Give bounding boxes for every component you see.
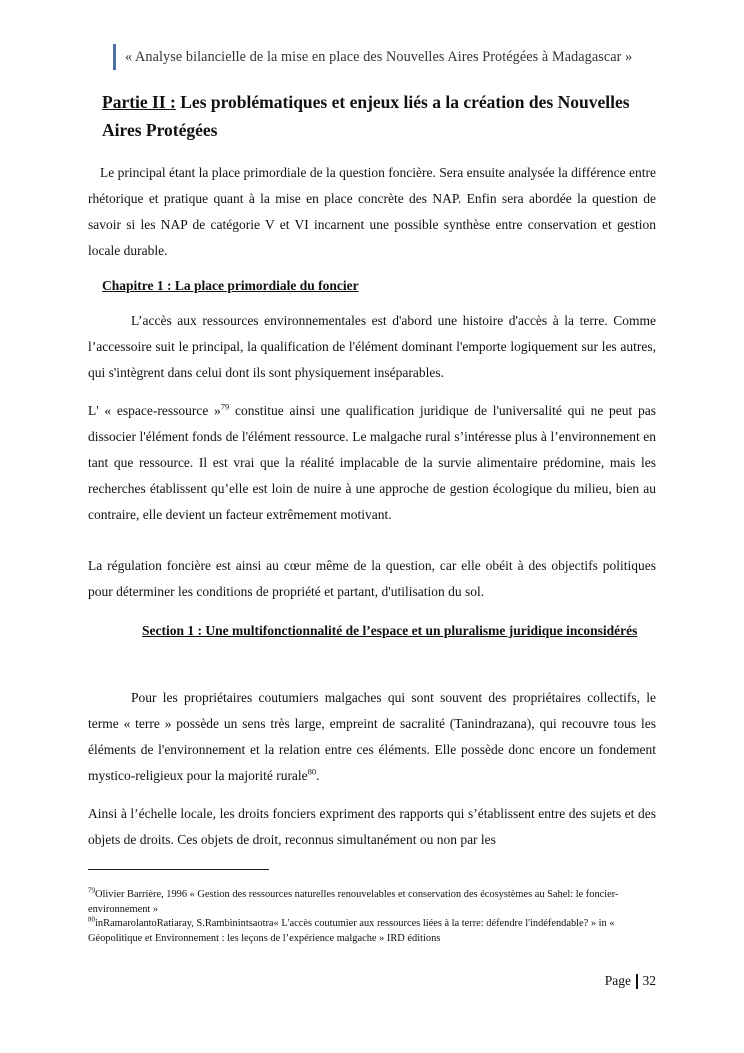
paragraph-5: Ainsi à l’échelle locale, les droits fonciers expriment des rapports qui s’établissent entre des sujets et des objets de droits. Ces objets de droit, reconnus simultanément ou non par les — [88, 806, 656, 847]
paragraph-1: L’accès aux ressources environnementales est d'abord une histoire d'accès à la terre. Comme l’accessoire suit le principal, la qualification de l'élément dominant l'emporte logiquement sur les autres, qui s'intègrent dans celui dont ils sont physiquement inséparables. — [88, 313, 656, 380]
part-title — [102, 88, 662, 144]
chapter-title: Chapitre 1 : La place primordiale du foncier — [102, 278, 359, 293]
footnote-text: Olivier Barrière, 1996 « Gestion des ressources naturelles renouvelables et conservation des écosystèmes au Sahel: le foncier-environnement » — [88, 889, 619, 915]
part-label: Partie II : — [102, 92, 176, 112]
paragraph-2-rest: constitue ainsi une qualification juridique de l'universalité qui ne peut pas dissocier l'élément fonds de l'élément ressource. Le malgache rural s’intéresse plus à l’environnement en tant que ressource. Il est vrai que la réalité implacable de la survie alimentaire prédomine, mais les recherches établissent qu’elle est loin de nuire à une approche de gestion écologique du milieu, bien au contraire, elle devient un facteur extrêmement motivant. — [88, 403, 657, 522]
paragraph-2-start: L' « espace-ressource » — [88, 403, 221, 418]
footnote-number: 79 — [88, 886, 95, 895]
footnote-80 — [88, 917, 658, 946]
footnote-79 — [88, 888, 658, 917]
intro-paragraph: Le principal étant la place primordiale de la question foncière. Sera ensuite analysée la différence entre rhétorique et pratique quant à la mise en place concrète des NAP. Enfin sera abordée la question de savoir si les NAP de catégorie V et VI incarnent une possible synthèse entre conservation et gestion locale durable. — [88, 165, 656, 258]
paragraph-4 — [88, 685, 656, 789]
footnotes — [88, 888, 658, 946]
running-header — [113, 44, 632, 70]
paragraph-4-end: . — [316, 768, 320, 783]
paragraph-4-text: Pour les propriétaires coutumiers malgaches qui sont souvent des propriétaires collectifs, le terme « terre » possède un sens très large, empreint de sacralité (Tanindrazana), qui recouvre tous les éléments de l'environnement et la relation entre ces éléments. Elle possède donc encore un fondement mystico-religieux pour la majorité rurale — [88, 690, 656, 783]
header-accent-bar — [113, 44, 116, 70]
page-number: 32 — [642, 973, 656, 988]
page-footer — [605, 973, 656, 989]
footnote-ref-80[interactable]: 80 — [307, 766, 317, 777]
part-heading: Les problématiques et enjeux liés a la création des Nouvelles Aires Protégées — [102, 92, 630, 140]
footnote-number: 80 — [88, 915, 95, 924]
running-title: « Analyse bilancielle de la mise en place des Nouvelles Aires Protégées à Madagascar » — [125, 48, 633, 65]
footer-divider — [636, 974, 638, 989]
paragraph-3: La régulation foncière est ainsi au cœur même de la question, car elle obéit à des objectifs politiques pour déterminer les conditions de propriété et partant, d'utilisation du sol. — [88, 558, 656, 599]
section-title: Section 1 : Une multifonctionnalité de l’espace et un pluralisme juridique inconsidérés — [142, 623, 638, 638]
paragraph-2 — [88, 398, 656, 528]
footnote-ref-79[interactable]: 79 — [220, 401, 230, 412]
footnote-text: inRamarolantoRatiaray, S.Rambinintsaotra« L'accès coutumier aux ressources liées à la terre: défendre l'indéfendable? » in « Géopolitique et Environnement : les leçons de l’expérience malgache » IRD éditions — [88, 918, 615, 944]
page-label: Page — [604, 973, 631, 988]
footnote-separator — [88, 869, 269, 870]
